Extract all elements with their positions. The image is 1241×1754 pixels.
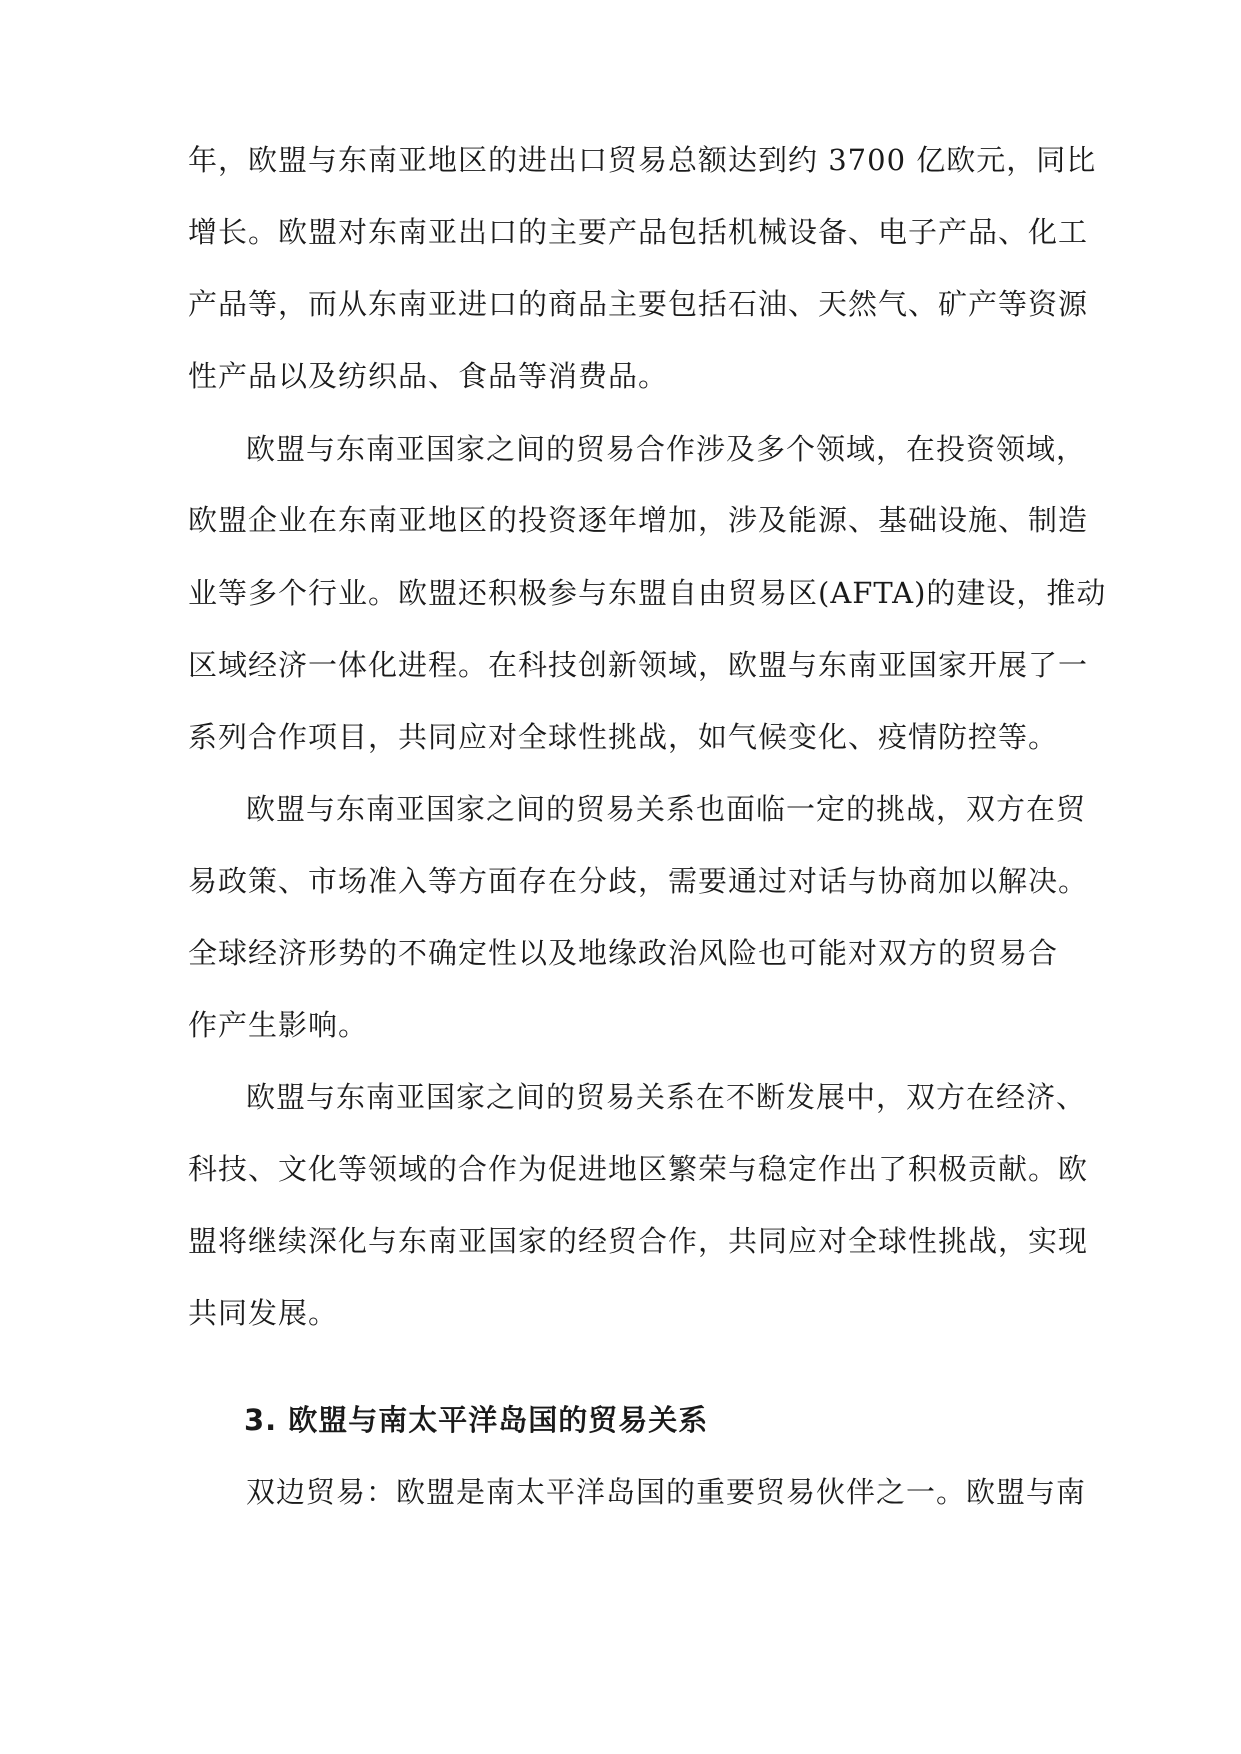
paragraph-1-line-4: 性产品以及纺织品、食品等消费品。 xyxy=(188,359,669,393)
paragraph-3-line-3: 全球经济形势的不确定性以及地缘政治风险也可能对双方的贸易合 xyxy=(188,936,1059,970)
paragraph-4-line-4: 共同发展。 xyxy=(188,1296,339,1330)
paragraph-2-line-2: 欧盟企业在东南亚地区的投资逐年增加，涉及能源、基础设施、制造 xyxy=(188,503,1089,537)
paragraph-3-line-4: 作产生影响。 xyxy=(188,1008,369,1042)
paragraph-5-line-1: 双边贸易：欧盟是南太平洋岛国的重要贸易伙伴之一。欧盟与南 xyxy=(246,1475,1087,1509)
paragraph-3-line-1: 欧盟与东南亚国家之间的贸易关系也面临一定的挑战，双方在贸 xyxy=(246,792,1087,826)
paragraph-2-line-4: 区域经济一体化进程。在科技创新领域，欧盟与东南亚国家开展了一 xyxy=(188,648,1089,682)
paragraph-4-line-3: 盟将继续深化与东南亚国家的经贸合作，共同应对全球性挑战，实现 xyxy=(188,1224,1089,1258)
paragraph-4-line-2: 科技、文化等领域的合作为促进地区繁荣与稳定作出了积极贡献。欧 xyxy=(188,1152,1089,1186)
paragraph-1-line-2: 增长。欧盟对东南亚出口的主要产品包括机械设备、电子产品、化工 xyxy=(188,215,1089,249)
section-heading: 3. 欧盟与南太平洋岛国的贸易关系 xyxy=(244,1403,709,1437)
paragraph-1-line-3: 产品等，而从东南亚进口的商品主要包括石油、天然气、矿产等资源 xyxy=(188,287,1089,321)
paragraph-2-line-3: 业等多个行业。欧盟还积极参与东盟自由贸易区(AFTA)的建设，推动 xyxy=(188,576,1107,610)
paragraph-4-line-1: 欧盟与东南亚国家之间的贸易关系在不断发展中，双方在经济、 xyxy=(246,1080,1087,1114)
paragraph-2-line-1: 欧盟与东南亚国家之间的贸易合作涉及多个领域，在投资领域， xyxy=(246,432,1087,466)
paragraph-3-line-2: 易政策、市场准入等方面存在分歧，需要通过对话与协商加以解决。 xyxy=(188,864,1089,898)
paragraph-1-line-1: 年，欧盟与东南亚地区的进出口贸易总额达到约 3700 亿欧元，同比 xyxy=(188,143,1097,177)
paragraph-2-line-5: 系列合作项目，共同应对全球性挑战，如气候变化、疫情防控等。 xyxy=(188,720,1059,754)
